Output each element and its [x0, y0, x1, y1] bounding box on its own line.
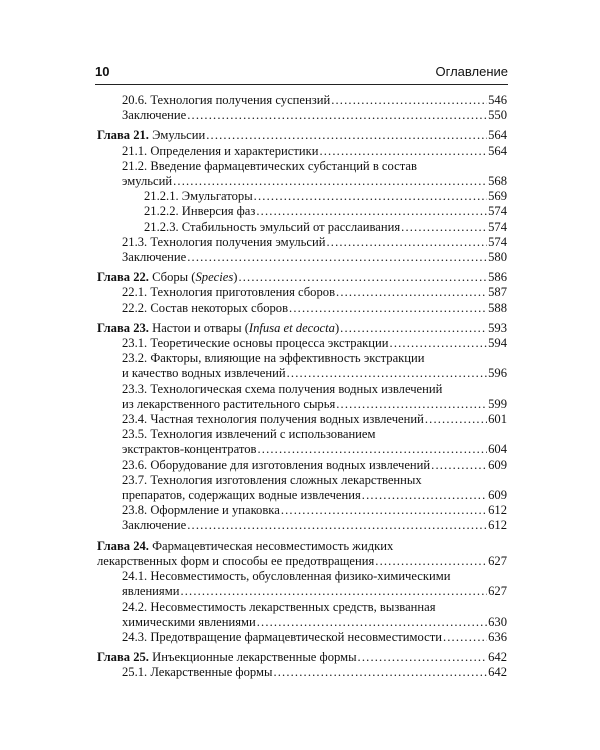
toc-chapter-entry[interactable] [97, 270, 507, 285]
toc-entry-row [122, 336, 507, 351]
toc-entry-row [122, 93, 507, 108]
toc-page-number: 596 [488, 366, 507, 381]
chapter-label: Глава 25. [97, 650, 149, 665]
toc-entry-text: Сборы ( [152, 270, 196, 285]
toc-entry-title [144, 220, 400, 235]
toc-entry-title [122, 630, 442, 645]
toc-entry-row [144, 204, 507, 219]
toc-entry-text: 21.2.3. Стабильность эмульсий от расслаивания [144, 219, 401, 234]
dot-leader [206, 128, 487, 143]
toc-section-entry[interactable] [97, 412, 507, 427]
toc-entry-text: явлениями [122, 584, 180, 599]
toc-entry-first-line [122, 427, 507, 442]
toc-entry-title [122, 442, 256, 457]
dot-leader [238, 270, 487, 285]
dot-leader [256, 204, 487, 219]
toc-page-number: 612 [488, 503, 507, 518]
toc-section-entry[interactable] [97, 569, 507, 599]
dot-leader [257, 442, 487, 457]
toc-entry-row [122, 412, 507, 427]
toc-entry-title-line1: 21.2. Введение фармацевтических субстанций в состав [122, 158, 417, 173]
toc-entry-row [97, 270, 507, 285]
toc-page-number: 568 [488, 174, 507, 189]
toc-entry-title [97, 554, 374, 569]
toc-entry-first-line [97, 539, 507, 554]
dot-leader [375, 554, 487, 569]
dot-leader [180, 584, 487, 599]
toc-entry-text-end: ) [334, 320, 340, 335]
dot-leader [319, 144, 487, 159]
toc-section-entry[interactable] [97, 473, 507, 503]
toc-entry-text: Эмульсии [152, 128, 206, 143]
toc-section-entry[interactable] [97, 336, 507, 351]
toc-chapter-entry[interactable] [97, 539, 507, 569]
toc-section-entry[interactable] [97, 159, 507, 189]
toc-page-number: 580 [488, 250, 507, 265]
toc-entry-title [122, 458, 430, 473]
dot-leader [340, 321, 487, 336]
dot-leader [289, 301, 487, 316]
toc-entry-row [122, 665, 507, 680]
toc-entry-text-end: ) [233, 270, 238, 285]
toc-entry-text: 21.3. Технология получения эмульсий [122, 234, 326, 249]
toc-entry-text: препаратов, содержащих водные извлечения [122, 488, 361, 503]
toc-entry-row [122, 108, 507, 123]
toc-entry-title [122, 412, 424, 427]
toc-page-number: 574 [488, 234, 507, 249]
dot-leader [336, 397, 487, 412]
chapter-label: Глава 23. [97, 320, 149, 335]
toc-page-number: 612 [488, 518, 507, 533]
dot-leader [187, 518, 487, 533]
toc-entry-text: 20.6. Технология получения суспензий [122, 93, 331, 107]
toc-entry-title [122, 285, 335, 300]
toc-entry-row [122, 366, 507, 381]
dot-leader [331, 93, 487, 108]
toc-entry-row [122, 503, 507, 518]
dot-leader [187, 250, 487, 265]
toc-entry-text: 21.2.2. Инверсия фаз [144, 204, 256, 219]
toc-page-number: 636 [488, 629, 507, 644]
toc-entry-title-line1: Фармацевтическая несовместимость жидких [152, 538, 394, 553]
toc-entry-title [122, 250, 186, 265]
page-header [95, 64, 508, 84]
toc-entry-first-line [122, 159, 507, 174]
toc-entry-title [122, 584, 179, 599]
toc-chapter-entry[interactable] [97, 128, 507, 143]
dot-leader [390, 336, 488, 351]
toc-entry-text: 21.1. Определения и характеристики [122, 143, 319, 158]
toc-entry-title [97, 321, 339, 336]
toc-entry-row [122, 285, 507, 300]
toc-entry-latin: Species [195, 270, 234, 285]
toc-entry-text: Инъекционные лекарственные формы [152, 650, 357, 665]
toc-entry-row [122, 442, 507, 457]
toc-entry-row [97, 650, 507, 665]
page-number: 10 [95, 64, 110, 79]
toc-section-entry[interactable] [97, 351, 507, 381]
toc-entry-row [122, 615, 507, 630]
toc-entry-title [122, 336, 389, 351]
toc-page-number: 587 [488, 285, 507, 300]
toc-page-number: 599 [488, 396, 507, 411]
toc-entry-text: 25.1. Лекарственные формы [122, 665, 273, 680]
toc-section-entry[interactable] [97, 630, 507, 645]
toc-entry-text: 22.1. Технология приготовления сборов [122, 285, 336, 300]
toc-chapter-entry[interactable] [97, 650, 507, 665]
toc-entry-title-line1: 23.5. Технология извлечений с использованием [122, 427, 376, 442]
toc-section-entry[interactable] [97, 600, 507, 630]
toc-entry-text: Настои и отвары ( [152, 320, 249, 335]
toc-entry-first-line [122, 351, 507, 366]
toc-entry-text: 23.1. Теоретические основы процесса экстракции [122, 336, 389, 351]
toc-section-entry[interactable] [97, 518, 507, 533]
toc-entry-latin: Infusa et decocta [248, 320, 335, 335]
toc-page-number: 574 [488, 204, 507, 219]
chapter-label: Глава 24. [97, 538, 149, 553]
toc-section-entry[interactable] [97, 382, 507, 412]
dot-leader [336, 285, 487, 300]
toc-entry-title [122, 235, 325, 250]
toc-entry-text: 23.4. Частная технология получения водных извлечений [122, 412, 424, 427]
dot-leader [287, 366, 488, 381]
toc-entry-row [122, 174, 507, 189]
toc-entry-title [122, 301, 288, 316]
toc-entry-title [122, 518, 186, 533]
toc-section-entry[interactable] [97, 235, 507, 250]
dot-leader [401, 220, 487, 235]
toc-entry-title [97, 650, 357, 665]
dot-leader [358, 650, 488, 665]
toc-section-entry[interactable] [97, 427, 507, 457]
dot-leader [362, 488, 487, 503]
toc-entry-title [122, 93, 330, 108]
toc-entry-title [97, 270, 237, 285]
toc-entry-title-line1: 23.3. Технологическая схема получения водных извлечений [122, 381, 443, 396]
toc-entry-row [122, 235, 507, 250]
toc-entry-text: 23.6. Оборудование для изготовления водных извлечений [122, 457, 431, 472]
toc-page-number: 564 [488, 128, 507, 143]
toc-page-number: 642 [488, 665, 507, 680]
toc-subsubsection-entry[interactable] [97, 189, 507, 204]
toc-section-entry[interactable] [97, 93, 507, 108]
toc-entry-first-line [122, 473, 507, 488]
toc-entry-title-line1: 24.1. Несовместимость, обусловленная физико-химическими [122, 569, 451, 584]
toc-entry-row [97, 321, 507, 336]
toc-page-number: 630 [488, 614, 507, 629]
toc-page-number: 574 [488, 219, 507, 234]
toc-page-number: 642 [488, 650, 507, 665]
toc-entry-first-line [122, 569, 507, 584]
toc-page-number: 594 [488, 336, 507, 351]
toc-entry-text: из лекарственного растительного сырья [122, 396, 336, 411]
toc-section-entry[interactable] [97, 301, 507, 316]
toc-page-number: 564 [488, 143, 507, 158]
toc-entry-text: 23.8. Оформление и упаковка [122, 503, 280, 518]
toc-entry-text: 21.2.1. Эмульгаторы [144, 189, 253, 204]
header-rule [95, 84, 508, 85]
toc-entry-title [144, 189, 253, 204]
toc-entry-title [122, 615, 256, 630]
toc-entry-title-line1: 23.7. Технология изготовления сложных лекарственных [122, 472, 422, 487]
toc-entry-row [122, 301, 507, 316]
toc-entry-row [144, 220, 507, 235]
toc-entry-row [144, 189, 507, 204]
toc-subsubsection-entry[interactable] [97, 220, 507, 235]
toc-entry-title [122, 397, 335, 412]
toc-entry-text: 24.3. Предотвращение фармацевтической несовместимости [122, 629, 442, 644]
toc-entry-first-line [122, 600, 507, 615]
toc-page-number: 609 [488, 457, 507, 472]
table-of-contents [97, 93, 507, 681]
toc-entry-title [122, 503, 280, 518]
dot-leader [425, 412, 487, 427]
toc-entry-row [97, 128, 507, 143]
toc-page-number: 627 [488, 584, 507, 599]
toc-section-entry[interactable] [97, 250, 507, 265]
dot-leader [326, 235, 487, 250]
toc-entry-row [122, 144, 507, 159]
chapter-label: Глава 22. [97, 270, 149, 285]
toc-entry-title [122, 366, 286, 381]
toc-entry-title [144, 204, 255, 219]
toc-entry-title-line1: 23.2. Факторы, влияющие на эффективность экстракции [122, 351, 425, 366]
toc-entry-title [122, 665, 272, 680]
dot-leader [273, 665, 487, 680]
toc-section-entry[interactable] [97, 503, 507, 518]
dot-leader [254, 189, 487, 204]
toc-entry-title [122, 108, 186, 123]
chapter-label: Глава 21. [97, 128, 149, 143]
toc-page-number: 586 [488, 270, 507, 285]
toc-page-number: 627 [488, 553, 507, 568]
toc-entry-title [97, 128, 205, 143]
toc-entry-text: Заключение [122, 108, 187, 123]
toc-subsubsection-entry[interactable] [97, 204, 507, 219]
toc-entry-text: экстрактов-концентратов [122, 442, 257, 457]
toc-entry-text: Заключение [122, 518, 187, 533]
running-head: Оглавление [435, 64, 508, 79]
toc-page-number: 569 [488, 189, 507, 204]
toc-entry-row [122, 250, 507, 265]
toc-entry-text: 22.2. Состав некоторых сборов [122, 300, 289, 315]
toc-page-number: 601 [488, 412, 507, 427]
toc-entry-text: лекарственных форм и способы ее предотвращения [97, 553, 375, 568]
toc-section-entry[interactable] [97, 458, 507, 473]
toc-chapter-entry[interactable] [97, 321, 507, 336]
toc-entry-row [122, 458, 507, 473]
toc-page-number: 546 [488, 93, 507, 107]
toc-entry-first-line [122, 382, 507, 397]
toc-entry-row [122, 397, 507, 412]
toc-entry-title [122, 174, 172, 189]
toc-entry-row [122, 518, 507, 533]
toc-page-number: 604 [488, 442, 507, 457]
dot-leader [443, 630, 487, 645]
toc-page-number: 588 [488, 300, 507, 315]
dot-leader [431, 458, 487, 473]
toc-section-entry[interactable] [97, 285, 507, 300]
toc-section-entry[interactable] [97, 665, 507, 680]
toc-entry-row [122, 584, 507, 599]
dot-leader [173, 174, 487, 189]
toc-section-entry[interactable] [97, 144, 507, 159]
toc-entry-text: Заключение [122, 250, 187, 265]
toc-page-number: 609 [488, 488, 507, 503]
toc-entry-title-line1: 24.2. Несовместимость лекарственных средств, вызванная [122, 599, 436, 614]
dot-leader [257, 615, 487, 630]
toc-entry-title [122, 144, 318, 159]
toc-page-number: 593 [488, 320, 507, 335]
toc-entry-row [122, 488, 507, 503]
toc-section-entry[interactable] [97, 108, 507, 123]
toc-entry-text: химическими явлениями [122, 614, 256, 629]
toc-page-number: 550 [488, 108, 507, 123]
toc-entry-text: и качество водных извлечений [122, 366, 286, 381]
toc-entry-text: эмульсий [122, 174, 173, 189]
toc-entry-row [122, 630, 507, 645]
dot-leader [281, 503, 487, 518]
toc-entry-row [97, 554, 507, 569]
dot-leader [187, 108, 487, 123]
toc-entry-title [122, 488, 361, 503]
